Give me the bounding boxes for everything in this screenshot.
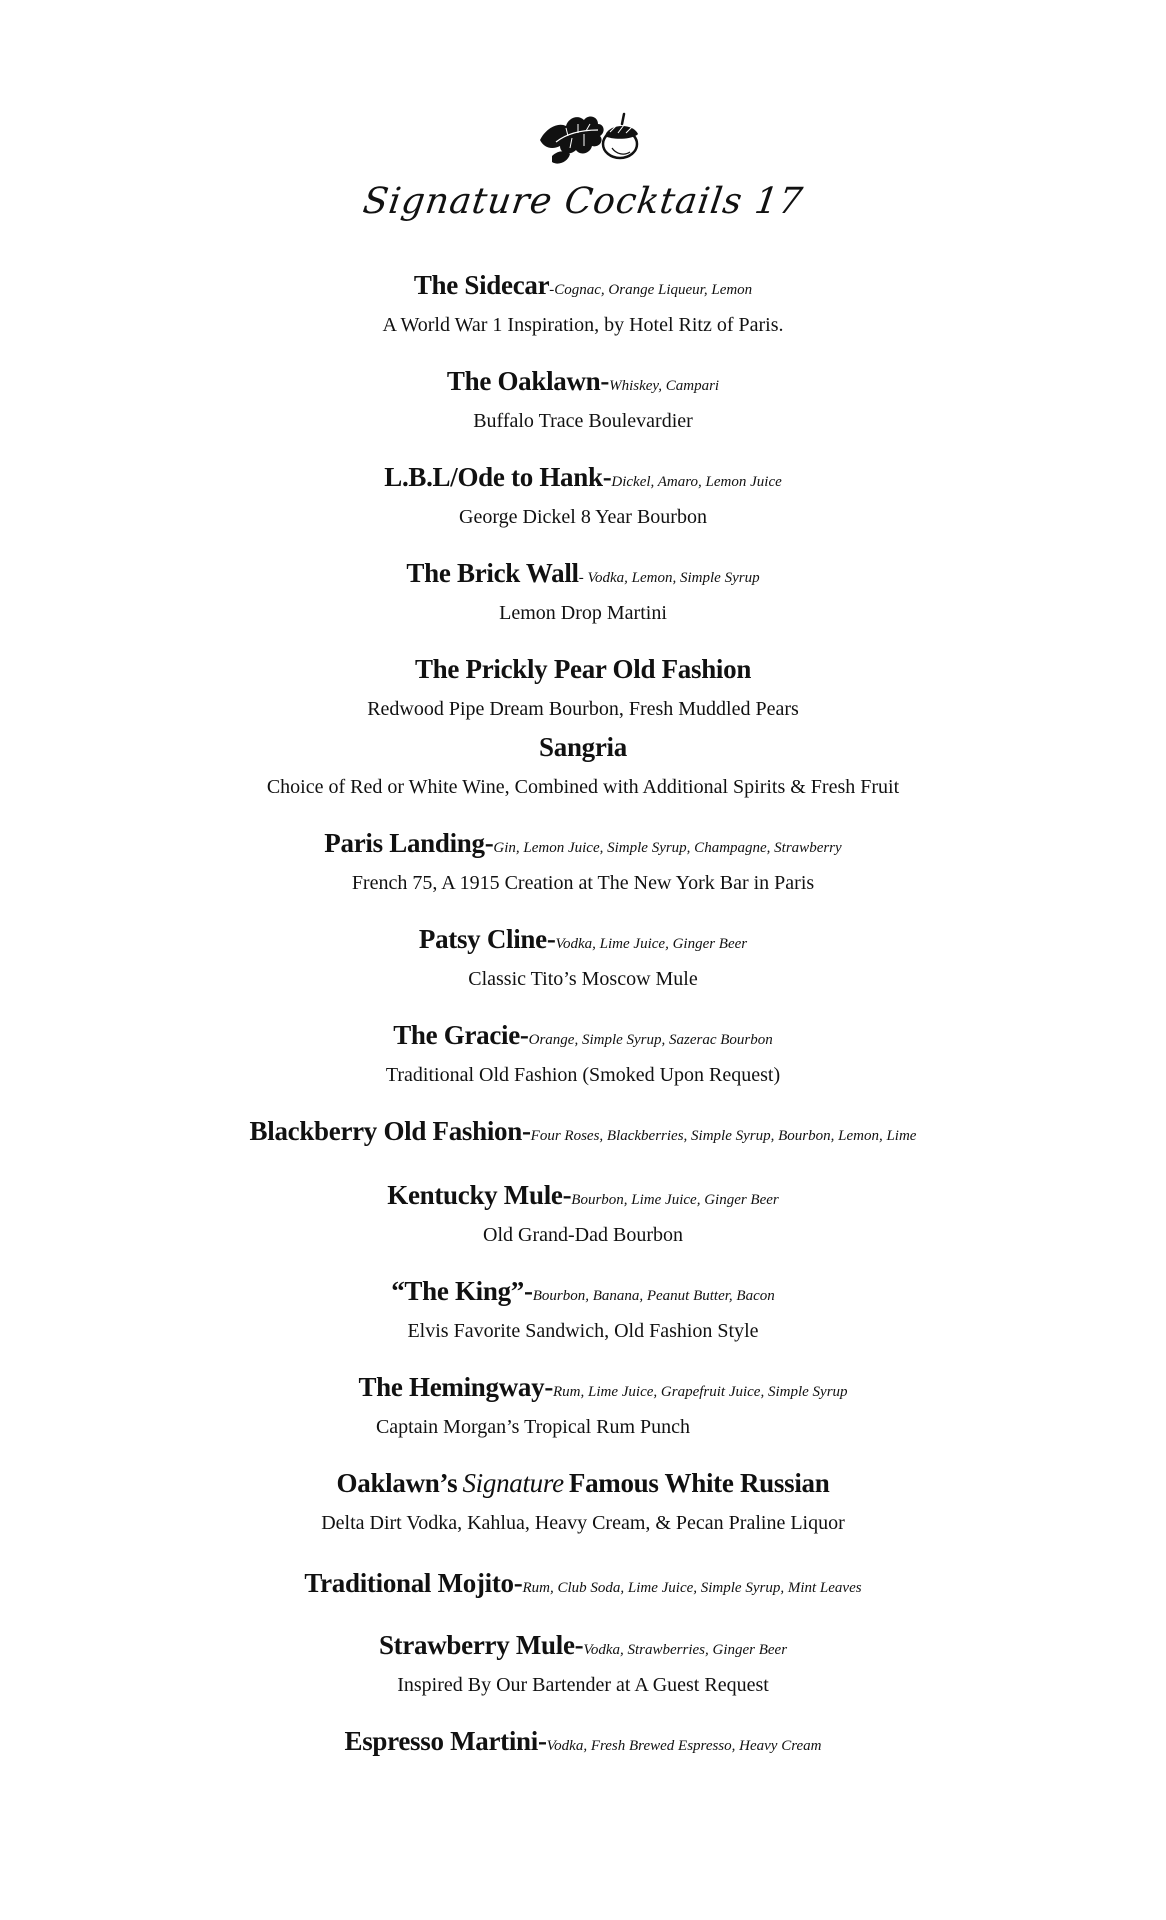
- cocktail-name-row: [0, 654, 1166, 685]
- cocktail-description: Old Grand-Dad Bourbon: [483, 1224, 683, 1246]
- cocktail-name: Blackberry Old Fashion-: [249, 1116, 531, 1146]
- cocktail-ingredients: Gin, Lemon Juice, Simple Syrup, Champagne, Strawberry: [493, 840, 842, 856]
- cocktail-name-row: [0, 462, 1166, 493]
- cocktail-name: Strawberry Mule-: [378, 1630, 584, 1660]
- cocktail-name: Famous White Russian: [568, 1468, 830, 1498]
- cocktail-name: Signature: [462, 1468, 564, 1498]
- cocktail-description: Inspired By Our Bartender at A Guest Request: [397, 1674, 769, 1696]
- cocktail-name-row: [0, 366, 1166, 397]
- acorn-icon: [532, 100, 644, 170]
- cocktail-name-row: [0, 1276, 1166, 1307]
- cocktail-name: Oaklawn’s: [336, 1468, 458, 1498]
- cocktail-ingredients: Rum, Lime Juice, Grapefruit Juice, Simple Syrup: [553, 1384, 848, 1400]
- cocktail-ingredients: Orange, Simple Syrup, Sazerac Bourbon: [528, 1032, 773, 1048]
- cocktail-description: Lemon Drop Martini: [499, 602, 667, 624]
- cocktail-ingredients: Vodka, Lemon, Simple Syrup: [587, 570, 760, 586]
- cocktail-description: A World War 1 Inspiration, by Hotel Ritz of Paris.: [382, 314, 784, 336]
- cocktail-name: Espresso Martini-: [344, 1726, 547, 1756]
- cocktail-name: “The King”-: [391, 1276, 533, 1306]
- cocktail-ingredients: Whiskey, Campari: [609, 378, 720, 394]
- cocktail-ingredients: Dickel, Amaro, Lemon Juice: [611, 474, 782, 490]
- cocktail-ingredients: Vodka, Lime Juice, Ginger Beer: [555, 936, 748, 952]
- cocktail-name-row: [0, 1726, 1166, 1757]
- cocktail-ingredients: Bourbon, Banana, Peanut Butter, Bacon: [532, 1288, 775, 1304]
- cocktail-description: Choice of Red or White Wine, Combined with Additional Spirits & Fresh Fruit: [266, 776, 900, 798]
- cocktail-name-row: [0, 1180, 1166, 1211]
- cocktail-ingredients: Four Roses, Blackberries, Simple Syrup, Bourbon, Lemon, Lime: [530, 1128, 917, 1144]
- cocktail-description: Classic Tito’s Moscow Mule: [468, 968, 698, 990]
- cocktail-name: The Gracie-: [393, 1020, 529, 1050]
- cocktail-description: Traditional Old Fashion (Smoked Upon Request): [385, 1064, 781, 1086]
- cocktail-name: Traditional Mojito-: [304, 1568, 523, 1598]
- cocktail-name-row: [0, 1468, 1166, 1499]
- cocktail-name-row: The Brick Wall- Vodka, Lemon, Simple Syrup: [406, 558, 760, 588]
- cocktail-name-row: [20, 1372, 1166, 1403]
- cocktail-description: Redwood Pipe Dream Bourbon, Fresh Muddled Pears: [367, 698, 799, 720]
- cocktail-description: George Dickel 8 Year Bourbon: [459, 506, 707, 528]
- cocktail-name-row: [0, 732, 1166, 763]
- cocktail-ingredients: Rum, Club Soda, Lime Juice, Simple Syrup, Mint Leaves: [522, 1580, 862, 1596]
- cocktail-ingredients: Vodka, Strawberries, Ginger Beer: [583, 1642, 788, 1658]
- cocktail-name: The Oaklawn-: [446, 366, 610, 396]
- cocktail-name-row: [0, 828, 1166, 859]
- cocktail-name: Patsy Cline-: [418, 924, 556, 954]
- cocktail-name: The Brick Wall: [406, 558, 579, 588]
- cocktail-name-row: [0, 1020, 1166, 1051]
- cocktail-ingredients: Bourbon, Lime Juice, Ginger Beer: [571, 1192, 779, 1208]
- cocktail-description: French 75, A 1915 Creation at The New York Bar in Paris: [351, 872, 815, 894]
- cocktail-name: The Prickly Pear Old Fashion: [414, 654, 752, 684]
- cocktail-name: Paris Landing-: [324, 828, 494, 858]
- cocktail-ingredients: Vodka, Fresh Brewed Espresso, Heavy Cream: [546, 1738, 822, 1754]
- page-title: Signature Cocktails 17: [360, 181, 806, 222]
- cocktail-description: Delta Dirt Vodka, Kahlua, Heavy Cream, & Pecan Praline Liquor: [321, 1512, 845, 1534]
- cocktail-description: Captain Morgan’s Tropical Rum Punch: [375, 1416, 691, 1438]
- cocktail-name-row: [0, 1568, 1166, 1599]
- cocktail-name: Sangria: [539, 732, 627, 762]
- cocktail-description: Buffalo Trace Boulevardier: [473, 410, 693, 432]
- cocktail-name: Kentucky Mule-: [387, 1180, 572, 1210]
- cocktail-name-row: [0, 1116, 1166, 1147]
- cocktail-name: The Sidecar: [413, 270, 550, 300]
- cocktail-name-row: The Sidecar-Cognac, Orange Liqueur, Lemon: [413, 270, 753, 300]
- cocktail-name-row: [0, 1630, 1166, 1661]
- cocktail-ingredients: Cognac, Orange Liqueur, Lemon: [554, 282, 753, 298]
- cocktail-name: The Hemingway-: [358, 1372, 554, 1402]
- cocktail-description: Elvis Favorite Sandwich, Old Fashion Style: [407, 1320, 759, 1342]
- cocktail-name: L.B.L/Ode to Hank-: [384, 462, 612, 492]
- cocktail-name-row: [0, 924, 1166, 955]
